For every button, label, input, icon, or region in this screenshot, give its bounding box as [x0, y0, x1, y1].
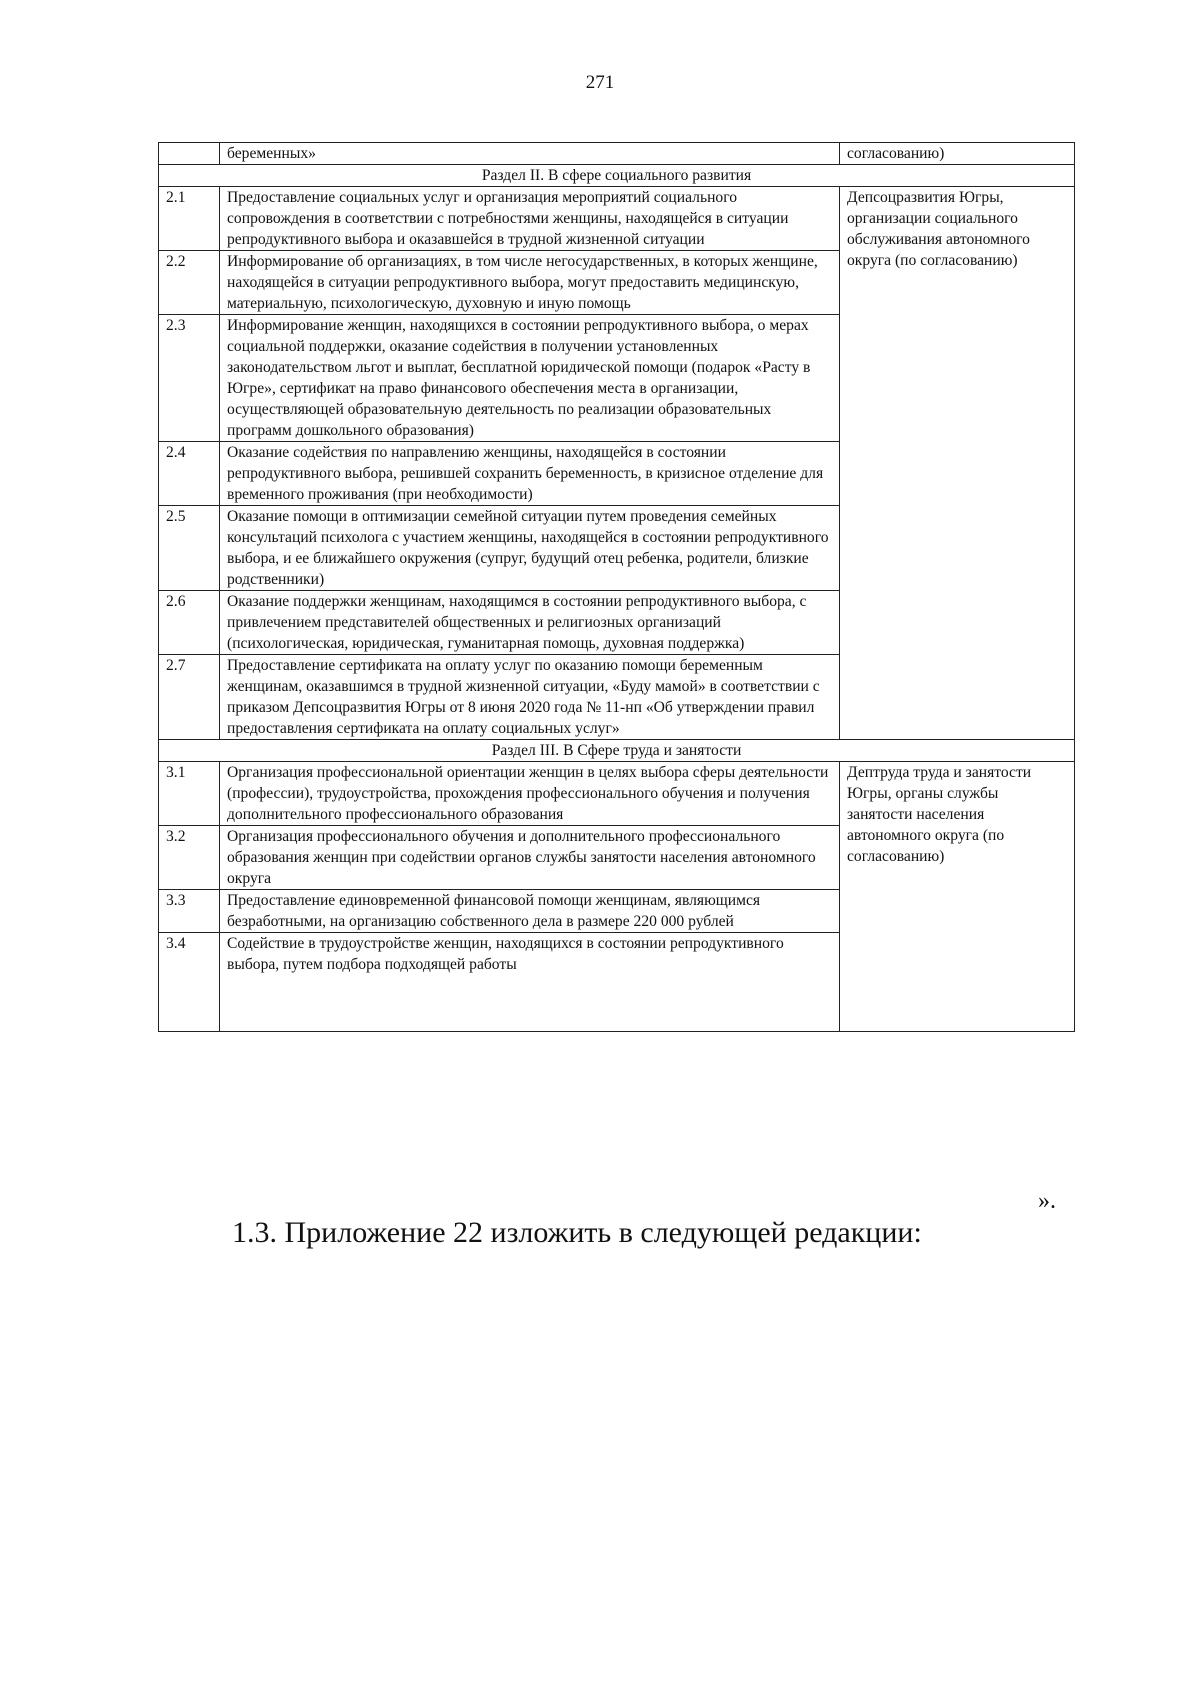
row-description: Оказание содействия по направлению женщины, находящейся в состоянии репродуктивного выбора, решившей сохранить беременность, в кризисное отделение для временного проживания (при необходимости): [220, 442, 840, 506]
row-number: 2.6: [159, 591, 220, 655]
section-2-responsible: Депсоцразвития Югры, организации социального обслуживания автономного округа (по согласованию): [840, 187, 1075, 740]
row-number: [159, 143, 220, 165]
section-3-responsible: Дептруда труда и занятости Югры, органы службы занятости населения автономного округа (по согласованию): [840, 762, 1075, 1032]
row-description: Оказание поддержки женщинам, находящимся в состоянии репродуктивного выбора, с привлечением представителей общественных и религиозных организаций (психологическая, юридическая, гуманитарная помощь, духовная поддержка): [220, 591, 840, 655]
row-number: 3.4: [159, 933, 220, 1032]
row-responsible: согласованию): [840, 143, 1075, 165]
section-2-title: Раздел II. В сфере социального развития: [159, 165, 1075, 187]
next-clause-heading: 1.3. Приложение 22 изложить в следующей редакции:: [232, 1216, 922, 1249]
row-description: Оказание помощи в оптимизации семейной ситуации путем проведения семейных консультаций психолога с участием женщины, находящейся в состоянии репродуктивного выбора, и ее ближайшего окружения (супруг, будущий отец ребенка, родители, близкие родственники): [220, 506, 840, 591]
row-number: 2.5: [159, 506, 220, 591]
measures-table: [158, 142, 1075, 1032]
section-3-title: Раздел III. В Сфере труда и занятости: [159, 740, 1075, 762]
row-number: 2.4: [159, 442, 220, 506]
row-number: 3.1: [159, 762, 220, 826]
closing-quote-mark: ».: [1038, 1188, 1056, 1214]
row-number: 3.3: [159, 890, 220, 933]
row-number: 2.2: [159, 251, 220, 315]
row-number: 2.3: [159, 315, 220, 442]
row-description: Организация профессионального обучения и дополнительного профессионального образования женщин при содействии органов службы занятости населения автономного округа: [220, 826, 840, 890]
section-header-row: [159, 165, 1075, 187]
row-description: Содействие в трудоустройстве женщин, находящихся в состоянии репродуктивного выбора, путем подбора подходящей работы: [220, 933, 840, 1032]
table-row: [159, 762, 1075, 826]
row-number: 2.7: [159, 655, 220, 740]
row-description: Предоставление социальных услуг и организация мероприятий социального сопровождения в соответствии с потребностями женщины, находящейся в ситуации репродуктивного выбора и оказавшейся в трудной жизненной ситуации: [220, 187, 840, 251]
row-description: Информирование женщин, находящихся в состоянии репродуктивного выбора, о мерах социальной поддержки, оказание содействия в получении установленных законодательством льгот и выплат, бесплатной юридической помощи (подарок «Расту в Югре», сертификат на право финансового обеспечения места в организации, осуществляющей образовательную деятельность по реализации образовательных программ дошкольного образования): [220, 315, 840, 442]
row-description: Предоставление сертификата на оплату услуг по оказанию помощи беременным женщинам, оказавшимся в трудной жизненной ситуации, «Буду мамой» в соответствии с приказом Депсоцразвития Югры от 8 июня 2020 года № 11-нп «Об утверждении правил предоставления сертификата на оплату социальных услуг»: [220, 655, 840, 740]
table-row: [159, 143, 1075, 165]
row-description: Предоставление единовременной финансовой помощи женщинам, являющимся безработными, на организацию собственного дела в размере 220 000 рублей: [220, 890, 840, 933]
row-description: беременных»: [220, 143, 840, 165]
table-row: [159, 187, 1075, 251]
row-number: 2.1: [159, 187, 220, 251]
section-header-row: [159, 740, 1075, 762]
row-description: Информирование об организациях, в том числе негосударственных, в которых женщине, находящейся в ситуации репродуктивного выбора, могут предоставить медицинскую, материальную, психологическую, духовную и иную помощь: [220, 251, 840, 315]
row-number: 3.2: [159, 826, 220, 890]
row-description: Организация профессиональной ориентации женщин в целях выбора сферы деятельности (профессии), трудоустройства, прохождения профессионального обучения и получения дополнительного профессионального образования: [220, 762, 840, 826]
page-number: 271: [585, 72, 615, 93]
